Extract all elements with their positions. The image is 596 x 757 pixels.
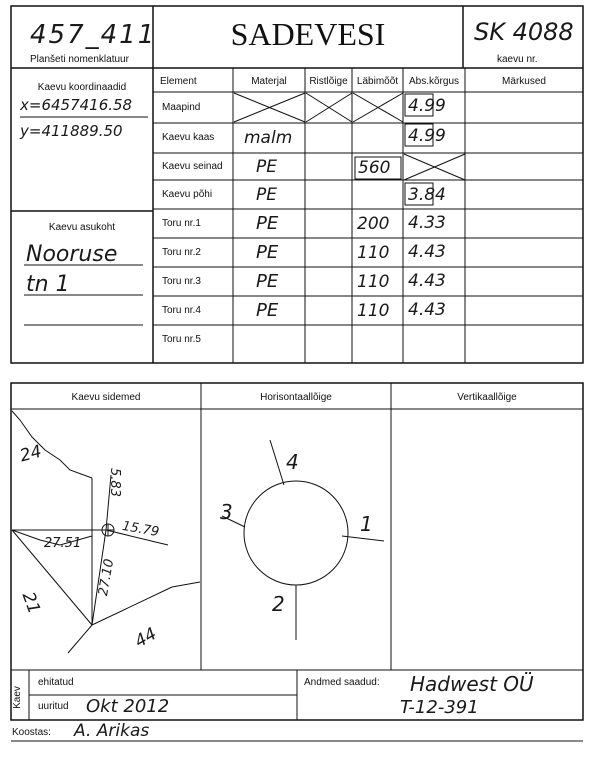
pipe-label: 2 — [272, 592, 285, 616]
row-elevation: 4.99 — [408, 96, 446, 116]
row-element: Toru nr.5 — [162, 334, 201, 345]
location-line1: Nooruse — [26, 242, 118, 267]
distance-label: 27.51 — [44, 536, 82, 551]
row-element: Toru nr.3 — [162, 276, 201, 287]
row-material: PE — [256, 185, 277, 205]
col-notes: Märkused — [502, 76, 546, 87]
row-element: Toru nr.4 — [162, 305, 201, 316]
row-element: Kaevu kaas — [162, 132, 215, 143]
row-diameter: 110 — [357, 272, 390, 292]
col-material: Materjal — [251, 76, 287, 87]
row-diameter: 110 — [357, 243, 390, 263]
col-elevation: Abs.kõrgus — [408, 76, 460, 87]
row-element: Toru nr.1 — [162, 218, 201, 229]
row-material: PE — [256, 242, 279, 263]
author-label: Koostas: — [12, 727, 51, 738]
page-title: SADEVESI — [230, 16, 386, 52]
row-elevation: 4.33 — [408, 213, 446, 233]
well-no-label: kaevu nr. — [497, 54, 538, 65]
pipe-label: 4 — [286, 450, 299, 474]
distance-label: 5.83 — [106, 468, 122, 497]
row-elevation: 4.99 — [408, 126, 446, 146]
section-horizontal-label: Horisontaallõige — [260, 392, 332, 403]
row-element: Toru nr.2 — [162, 247, 201, 258]
pipe-label: 1 — [360, 512, 373, 536]
location-line2: tn 1 — [26, 272, 70, 297]
measured-label: uuritud — [38, 701, 69, 712]
row-element: Kaevu põhi — [162, 189, 213, 200]
row-diameter: 110 — [357, 301, 390, 321]
row-material: malm — [244, 128, 293, 148]
distance-label: 27.10 — [95, 557, 118, 598]
row-elevation: 4.43 — [408, 300, 446, 320]
horizontal-section-sketch — [222, 440, 384, 640]
row-elevation: 4.43 — [408, 271, 446, 291]
house-label: 21 — [17, 589, 44, 617]
location-label: Kaevu asukoht — [48, 222, 116, 233]
house-label: 44 — [131, 623, 161, 653]
section-vertical-label: Vertikaallõige — [457, 392, 517, 403]
data-source-label: Andmed saadud: — [304, 677, 380, 688]
author-value: A. Arikas — [74, 721, 150, 741]
row-diameter: 560 — [358, 158, 391, 178]
nomenclature-label: Planšeti nomenklatuur — [30, 54, 129, 65]
coords-label: Kaevu koordinaadid — [37, 82, 127, 93]
row-elevation: 3.84 — [408, 185, 446, 205]
row-element: Kaevu seinad — [162, 161, 223, 172]
col-diameter: Läbimõõt — [356, 76, 399, 87]
col-cross: Ristlõige — [309, 76, 348, 87]
row-material: PE — [256, 300, 279, 321]
house-label: 24 — [17, 441, 44, 467]
section-links-label: Kaevu sidemed — [71, 392, 141, 403]
data-source-ref: T-12-391 — [400, 697, 479, 718]
data-source-value: Hadwest OÜ — [410, 672, 534, 696]
row-material: PE — [256, 213, 279, 234]
row-elevation: 4.43 — [408, 242, 446, 262]
row-material: PE — [256, 271, 279, 292]
built-label: ehitatud — [38, 677, 74, 688]
pipe-label: 3 — [220, 500, 233, 524]
nomenclature-value: 457_411 — [30, 20, 157, 50]
col-element: Element — [160, 76, 197, 87]
coord-x: x=6457416.58 — [20, 96, 133, 114]
row-material: PE — [256, 157, 277, 177]
well-id: SK 4088 — [474, 18, 574, 46]
row-diameter: 200 — [357, 214, 390, 234]
row-element: Maapind — [162, 102, 201, 113]
kaev-label: Kaev — [11, 686, 23, 709]
measured-value: Okt 2012 — [86, 696, 170, 717]
coord-y: y=411889.50 — [20, 122, 123, 140]
distance-label: 15.79 — [120, 518, 161, 541]
